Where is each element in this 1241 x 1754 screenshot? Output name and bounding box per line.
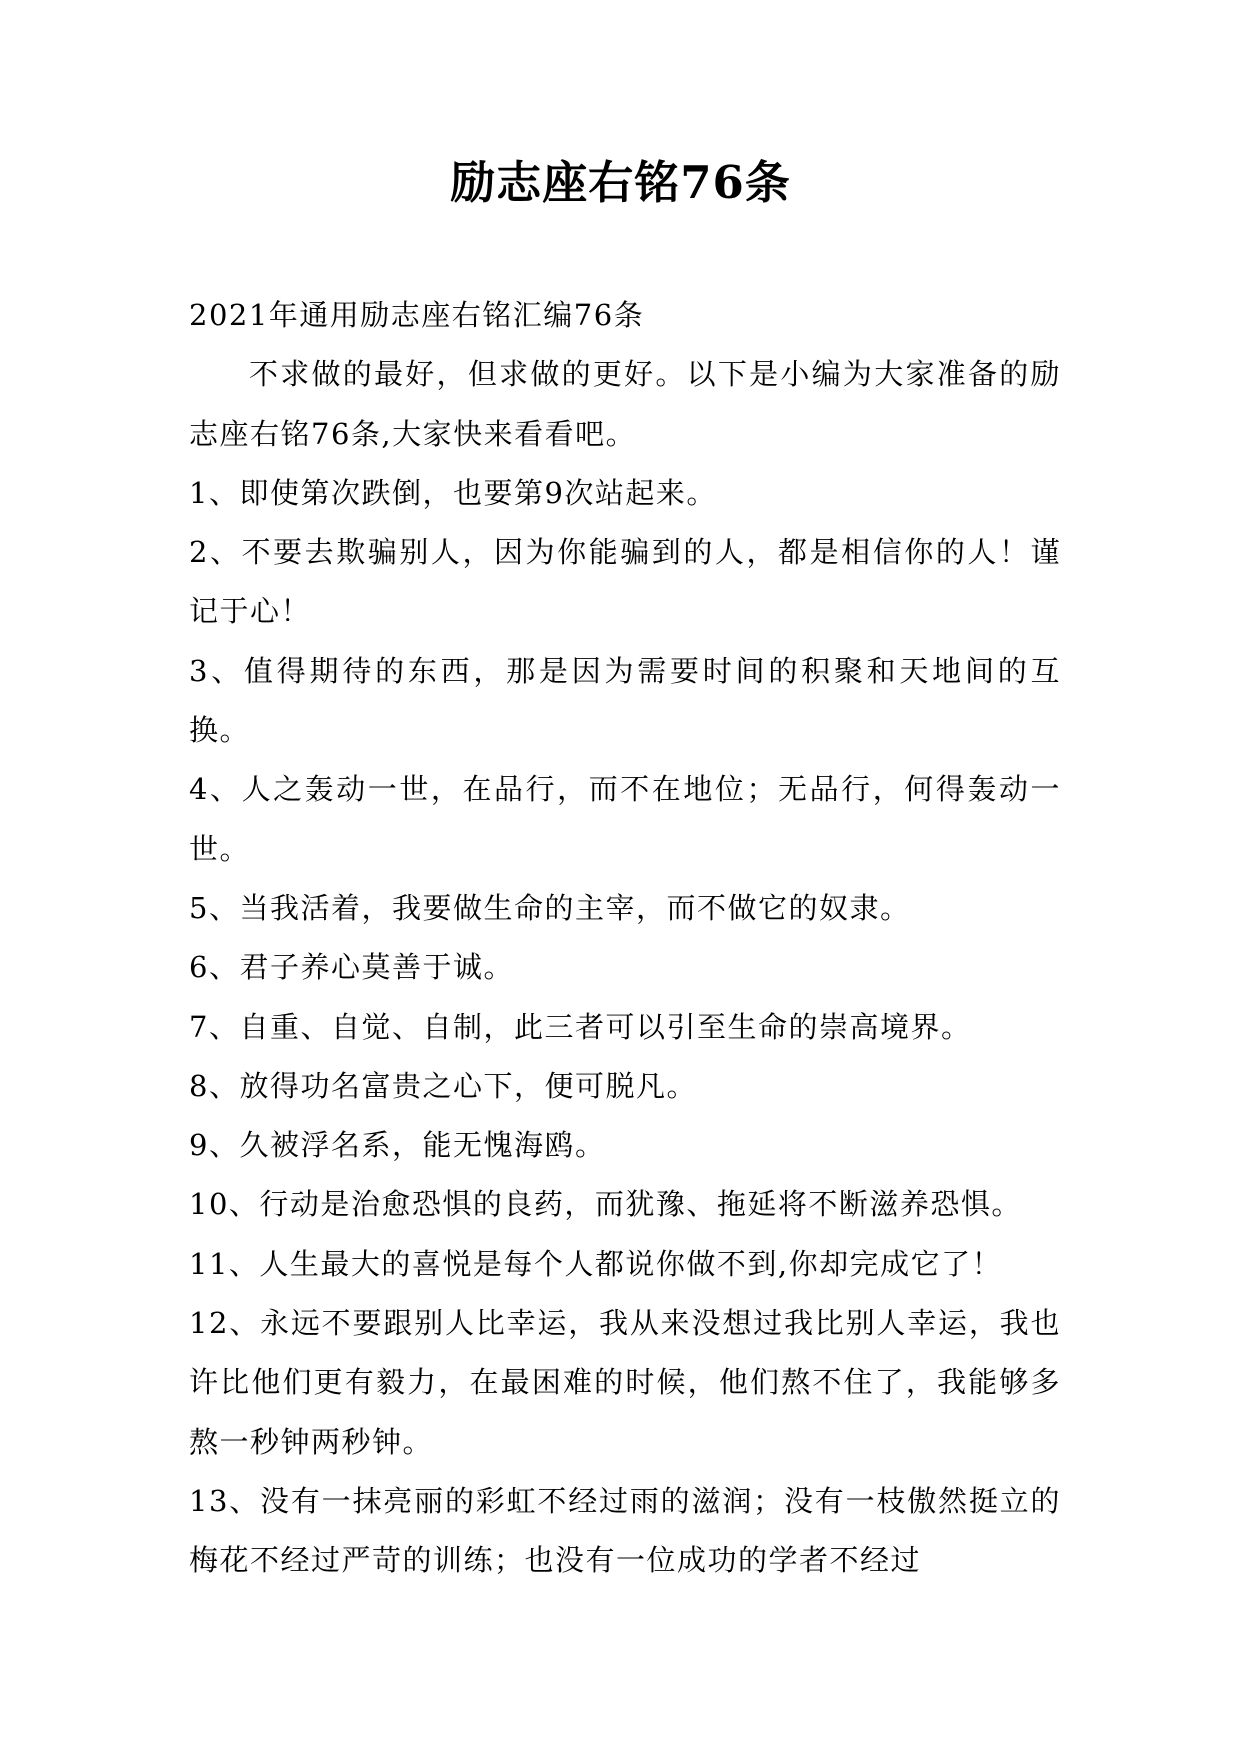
motto-item: 6、君子养心莫善于诚。 [189,950,514,985]
motto-item: 5、当我活着，我要做生命的主宰，而不做它的奴隶。 [189,890,911,925]
motto-item: 7、自重、自觉、自制，此三者可以引至生命的崇高境界。 [189,1009,972,1044]
motto-item: 2、不要去欺骗别人，因为你能骗到的人，都是相信你的人！谨记于心！ [189,535,1061,629]
motto-item: 9、久被浮名系，能无愧海鸥。 [189,1128,606,1163]
motto-item: 1、即使第次跌倒，也要第9次站起来。 [189,475,717,510]
motto-item: 3、值得期待的东西，那是因为需要时间的积聚和天地间的互换。 [189,653,1061,748]
motto-item: 13、没有一抹亮丽的彩虹不经过雨的滋润；没有一枝傲然挺立的梅花不经过严苛的训练；也没有一位成功的学者不经过 [189,1483,1061,1578]
document-title: 励志座右铭76条 [450,156,791,209]
motto-item: 12、永远不要跟别人比幸运，我从来没想过我比别人幸运，我也许比他们更有毅力，在最困难的时候，他们熬不住了，我能够多熬一秒钟两秒钟。 [189,1306,1061,1459]
document-body [189,286,1061,1591]
motto-item: 8、放得功名富贵之心下，便可脱凡。 [189,1068,697,1103]
motto-item: 4、人之轰动一世，在品行，而不在地位；无品行，何得轰动一世。 [189,772,1061,866]
intro-paragraph: 不求做的最好，但求做的更好。以下是小编为大家准备的励志座右铭76条,大家快来看看吧。 [189,357,1061,451]
motto-item: 11、人生最大的喜悦是每个人都说你做不到,你却完成它了！ [189,1246,1003,1281]
motto-item: 10、行动是治愈恐惧的良药，而犹豫、拖延将不断滋养恐惧。 [189,1187,1022,1222]
document-subtitle: 2021年通用励志座右铭汇编76条 [189,298,645,332]
